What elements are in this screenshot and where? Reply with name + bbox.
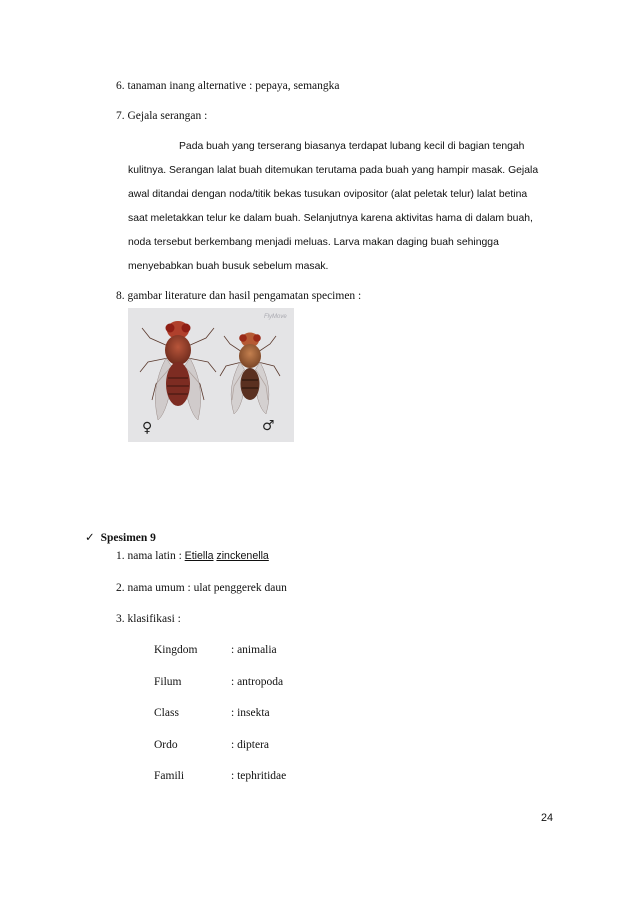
latin-name-line [116, 550, 269, 562]
specimen-title: Spesimen 9 [100, 532, 156, 544]
rank-label: Ordo [154, 739, 178, 751]
rank-label: Kingdom [154, 644, 198, 656]
female-symbol: ♀ [142, 420, 153, 436]
paragraph-line: menyebabkan buah busuk sebelum masak. [128, 261, 329, 272]
rank-value: : diptera [231, 739, 269, 751]
paragraph-line: noda tersebut berkembang menjadi meluas. Larva makan daging buah sehingga [128, 237, 499, 248]
rank-label: Filum [154, 676, 182, 688]
classification-heading: 3. klasifikasi : [116, 613, 181, 625]
paragraph-line: kulitnya. Serangan lalat buah ditemukan terutama pada buah yang hampir masak. Gejala [128, 165, 539, 176]
item-8-images-heading: 8. gambar literature dan hasil pengamatan specimen : [116, 290, 362, 302]
latin-genus: Etiella [184, 550, 214, 562]
item-6-host-plants: 6. tanaman inang alternative : pepaya, semangka [116, 80, 340, 92]
specimen-heading [85, 530, 156, 544]
latin-species: zinckenella [216, 550, 269, 562]
rank-label: Famili [154, 770, 185, 782]
paragraph-line: awal ditandai dengan noda/titik bekas tusukan ovipositor (alat peletak telur) lalat betina [128, 189, 528, 200]
paragraph-line: Pada buah yang terserang biasanya terdapat lubang kecil di bagian tengah [179, 141, 525, 152]
rank-value: : tephritidae [231, 770, 287, 782]
item-7-symptoms-heading: 7. Gejala serangan : [116, 110, 208, 122]
common-name-line: 2. nama umum : ulat penggerek daun [116, 582, 287, 594]
checkmark-icon: ✓ [85, 530, 95, 544]
rank-label: Class [154, 707, 179, 719]
rank-value: : insekta [231, 707, 270, 719]
latin-name-label: 1. nama latin : [116, 550, 185, 562]
rank-value: : animalia [231, 644, 277, 656]
male-symbol: ♂ [262, 418, 275, 434]
page-number: 24 [541, 812, 554, 824]
male-fly-icon [220, 333, 280, 415]
rank-value: : antropoda [231, 676, 284, 688]
watermark-text: FlyMove [264, 314, 287, 320]
fly-illustration [128, 308, 294, 442]
female-fly-icon [140, 321, 216, 420]
fruit-fly-specimen-photo [128, 308, 294, 442]
paragraph-line: saat meletakkan telur ke dalam buah. Selanjutnya karena aktivitas hama di dalam buah, [128, 213, 533, 224]
